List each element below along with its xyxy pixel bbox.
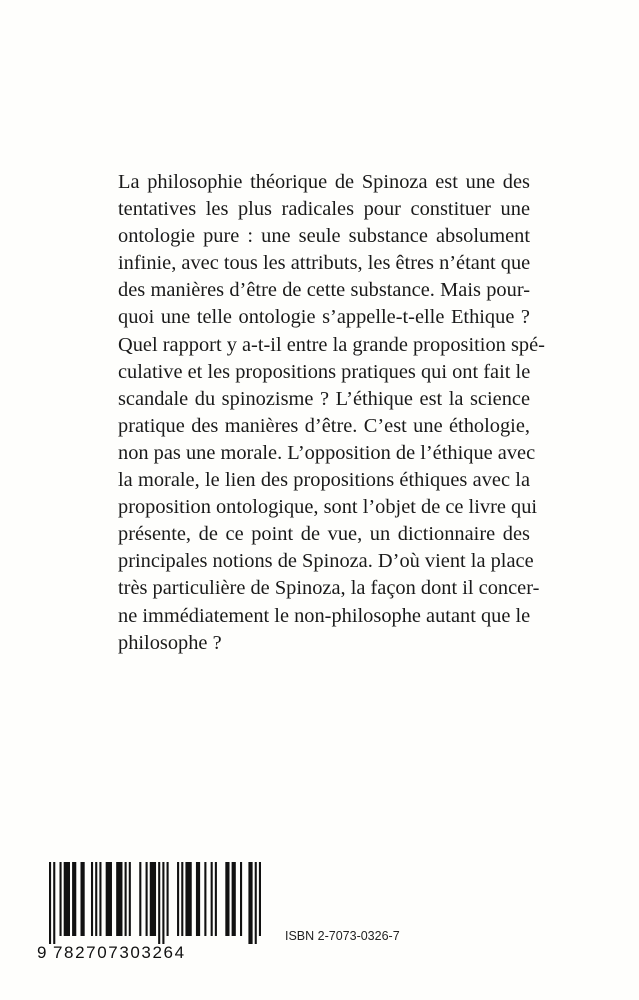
- barcode-bar: [185, 862, 191, 936]
- barcode-bar: [204, 862, 206, 936]
- blurb-line: philosophe ?: [118, 631, 222, 654]
- blurb-line: présente, de ce point de vue, un dictionnaire des: [118, 523, 530, 546]
- blurb-line: pratique des manières d’être. C’est une éthologie,: [118, 414, 530, 437]
- barcode-bar: [248, 862, 252, 944]
- blurb-line: tentatives les plus radicales pour constituer une: [118, 198, 530, 221]
- barcode-bar: [255, 862, 257, 944]
- barcode-number: 782707303264: [53, 943, 186, 962]
- blurb-line: la morale, le lien des propositions éthiques avec la: [118, 469, 530, 492]
- blurb-line: non pas une morale. L’opposition de l’éthique avec: [118, 441, 536, 464]
- barcode-lead-digit: 9: [37, 943, 49, 962]
- barcode-bar: [225, 862, 229, 936]
- barcode-bar: [95, 862, 97, 936]
- barcode-bar: [177, 862, 179, 936]
- blurb-line: des manières d’être de cette substance. Mais pour-: [118, 279, 530, 302]
- blurb-line: ontologie pure : une seule substance absolument: [118, 225, 530, 248]
- barcode-bar: [150, 862, 156, 936]
- barcode-bar: [139, 862, 141, 936]
- blurb-line: Quel rapport y a-t-il entre la grande proposition spé-: [118, 333, 545, 356]
- barcode-bar: [106, 862, 112, 936]
- barcode-bar: [215, 862, 217, 936]
- barcode-digits: [37, 943, 186, 963]
- barcode-bar: [80, 862, 84, 936]
- barcode-bar: [158, 862, 160, 944]
- blurb-line: principales notions de Spinoza. D’où vient la place: [118, 550, 534, 573]
- barcode-bar: [232, 862, 236, 936]
- barcode-bar: [64, 862, 70, 936]
- barcode-bar: [99, 862, 101, 936]
- barcode-bar: [129, 862, 131, 936]
- barcode-bar: [91, 862, 93, 936]
- barcode-bar: [196, 862, 200, 936]
- isbn-label: ISBN 2-7073-0326-7: [285, 929, 400, 943]
- barcode-bar: [125, 862, 127, 936]
- blurb-line: quoi une telle ontologie s’appelle-t-elle Ethique ?: [118, 306, 530, 329]
- barcode-bar: [259, 862, 261, 936]
- barcode-bar: [53, 862, 55, 944]
- barcode-bar: [240, 862, 242, 936]
- barcode-bars: [49, 862, 261, 944]
- barcode-bar: [162, 862, 164, 944]
- barcode-bar: [72, 862, 76, 936]
- blurb-line: La philosophie théorique de Spinoza est une des: [118, 171, 530, 193]
- barcode-bar: [60, 862, 62, 936]
- back-cover-blurb: [118, 169, 545, 657]
- blurb-line: infinie, avec tous les attributs, les êtres n’étant que: [118, 252, 531, 275]
- blurb-line: proposition ontologique, sont l’objet de ce livre qui: [118, 496, 538, 519]
- barcode-bar: [116, 862, 122, 936]
- barcode-bar: [49, 862, 51, 944]
- blurb-line: scandale du spinozisme ? L’éthique est la science: [118, 387, 530, 410]
- barcode-bar: [181, 862, 183, 936]
- barcode: [37, 862, 269, 962]
- barcode-bar: [211, 862, 213, 936]
- barcode-bar: [146, 862, 148, 936]
- blurb-line: ne immédiatement le non-philosophe autant que le: [118, 604, 531, 627]
- blurb-line: très particulière de Spinoza, la façon dont il concer-: [118, 577, 540, 600]
- barcode-bar: [167, 862, 169, 936]
- blurb-line: culative et les propositions pratiques qui ont fait le: [118, 360, 531, 383]
